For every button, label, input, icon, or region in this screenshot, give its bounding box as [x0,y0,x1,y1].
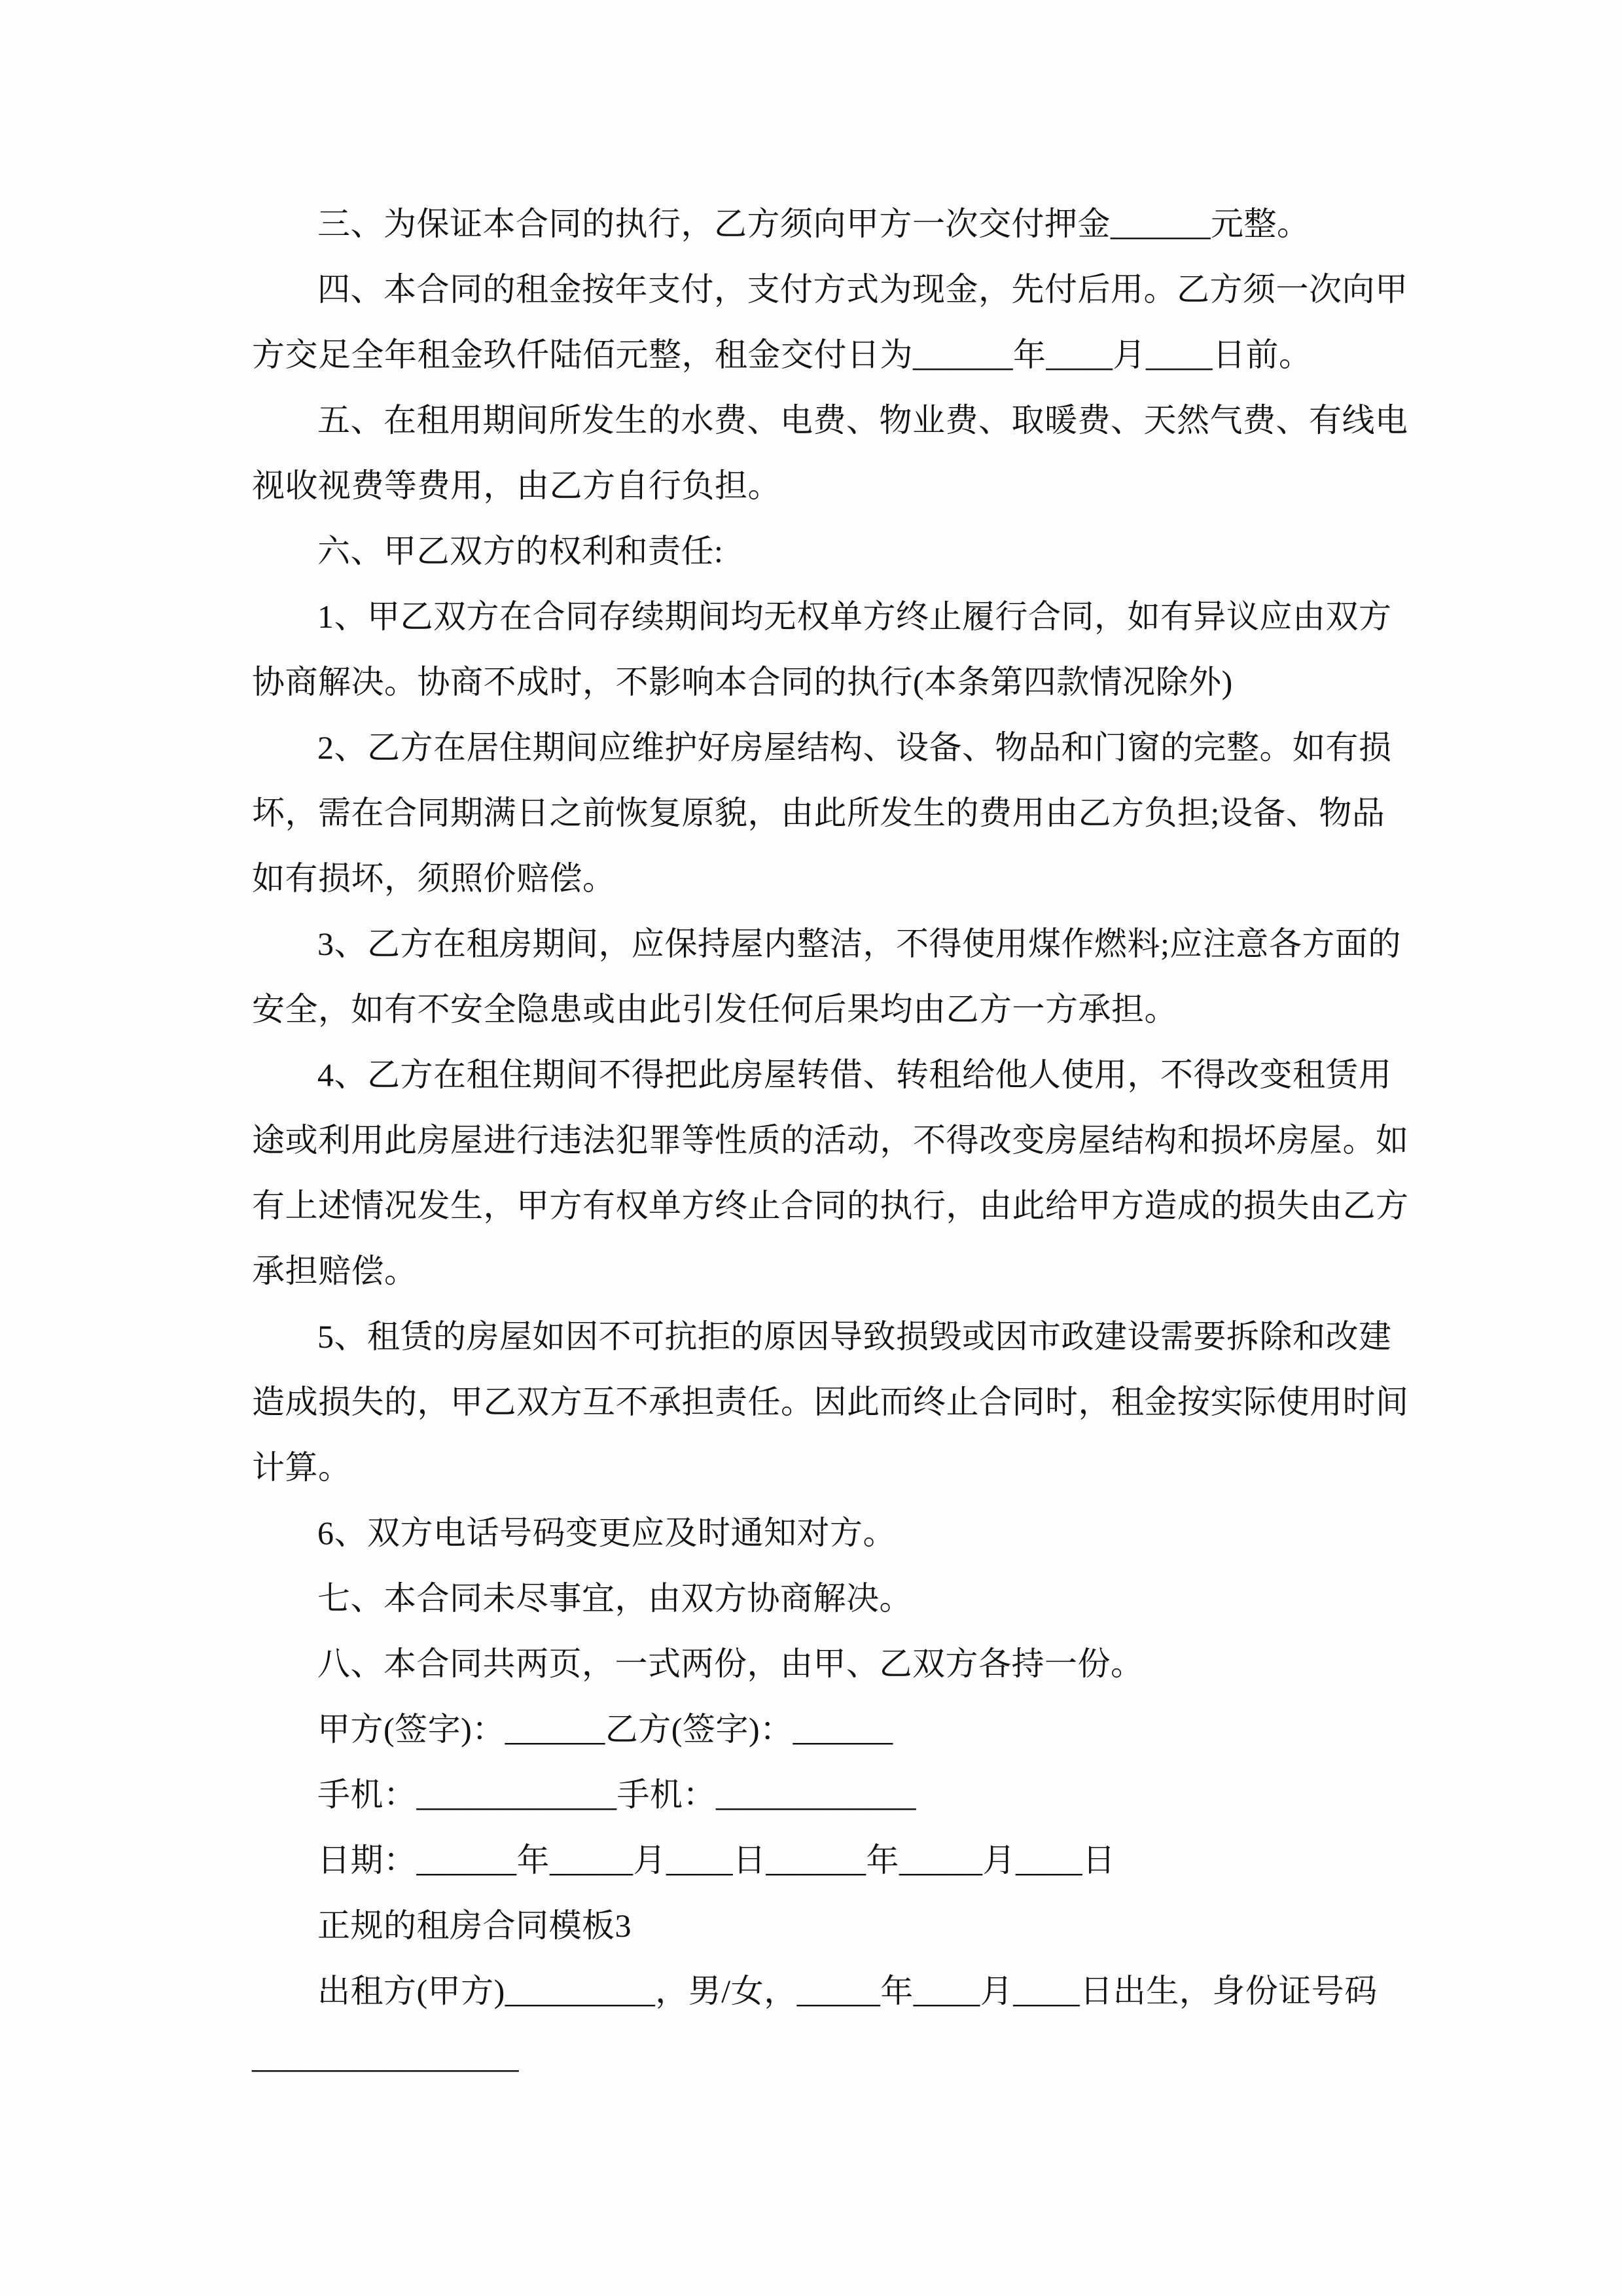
item-4-cont-2: 有上述情况发生，甲方有权单方终止合同的执行，由此给甲方造成的损失由乙方 [252,1187,1409,1224]
item-3-keep-clean: 3、乙方在租房期间，应保持屋内整洁，不得使用煤作燃料;应注意各方面的 [317,925,1401,962]
item-5-force-majeure: 5、租赁的房屋如因不可抗拒的原因导致损毁或因市政建设需要拆除和改建 [317,1318,1392,1355]
date-line: 日期：______年_____月____日______年_____月____日 [317,1842,1116,1878]
item-1-cont: 协商解决。协商不成时，不影响本合同的执行(本条第四款情况除外) [252,664,1233,700]
mobile-phone-line: 手机：____________手机：____________ [317,1776,916,1813]
template-3-heading: 正规的租房合同模板3 [317,1907,632,1944]
clause-4-rent-payment: 四、本合同的租金按年支付，支付方式为现金，先付后用。乙方须一次向甲 [317,271,1408,308]
item-2-cont-2: 如有损坏，须照价赔偿。 [252,860,616,897]
clause-5-utility-fees-cont: 视收视费等费用，由乙方自行负担。 [252,467,781,504]
item-3-cont: 安全，如有不安全隐患或由此引发任何后果均由乙方一方承担。 [252,991,1177,1028]
item-2-cont-1: 坏，需在合同期满日之前恢复原貌，由此所发生的费用由乙方负担;设备、物品 [252,795,1385,831]
clause-5-utility-fees: 五、在租用期间所发生的水费、电费、物业费、取暖费、天然气费、有线电 [317,402,1408,439]
signature-line: 甲方(签字)：______乙方(签字)：______ [317,1711,893,1748]
clause-7-unresolved-matters: 七、本合同未尽事宜，由双方协商解决。 [317,1580,912,1617]
clause-3-deposit: 三、为保证本合同的执行，乙方须向甲方一次交付押金______元整。 [317,206,1310,242]
clause-8-copies: 八、本合同共两页，一式两份，由甲、乙双方各持一份。 [317,1645,1144,1682]
clause-4-rent-payment-cont: 方交足全年租金玖仟陆佰元整，租金交付日为______年____月____日前。 [252,336,1312,373]
contract-text-block [252,191,1409,2089]
item-4-cont-1: 途或利用此房屋进行违法犯罪等性质的活动，不得改变房屋结构和损坏房屋。如 [252,1122,1409,1158]
clause-6-rights-duties-title: 六、甲乙双方的权利和责任: [317,533,724,569]
item-2-maintain-structure: 2、乙方在居住期间应维护好房屋结构、设备、物品和门窗的完整。如有损 [317,729,1392,766]
item-5-cont-2: 计算。 [252,1449,351,1486]
item-4-cont-3: 承担赔偿。 [252,1253,418,1289]
id-number-blank-line: ________________ [252,2038,519,2075]
item-4-no-sublet: 4、乙方在租住期间不得把此房屋转借、转租给他人使用，不得改变租赁用 [317,1056,1392,1093]
item-1-no-unilateral-term: 1、甲乙双方在合同存续期间均无权单方终止履行合同，如有异议应由双方 [317,598,1392,635]
item-5-cont-1: 造成损失的，甲乙双方互不承担责任。因此而终止合同时，租金按实际使用时间 [252,1384,1409,1420]
lessor-party-a-line: 出租方(甲方)_________，男/女，_____年____月____日出生，身份证号码 [317,1973,1378,2009]
item-6-phone-change: 6、双方电话号码变更应及时通知对方。 [317,1515,896,1551]
